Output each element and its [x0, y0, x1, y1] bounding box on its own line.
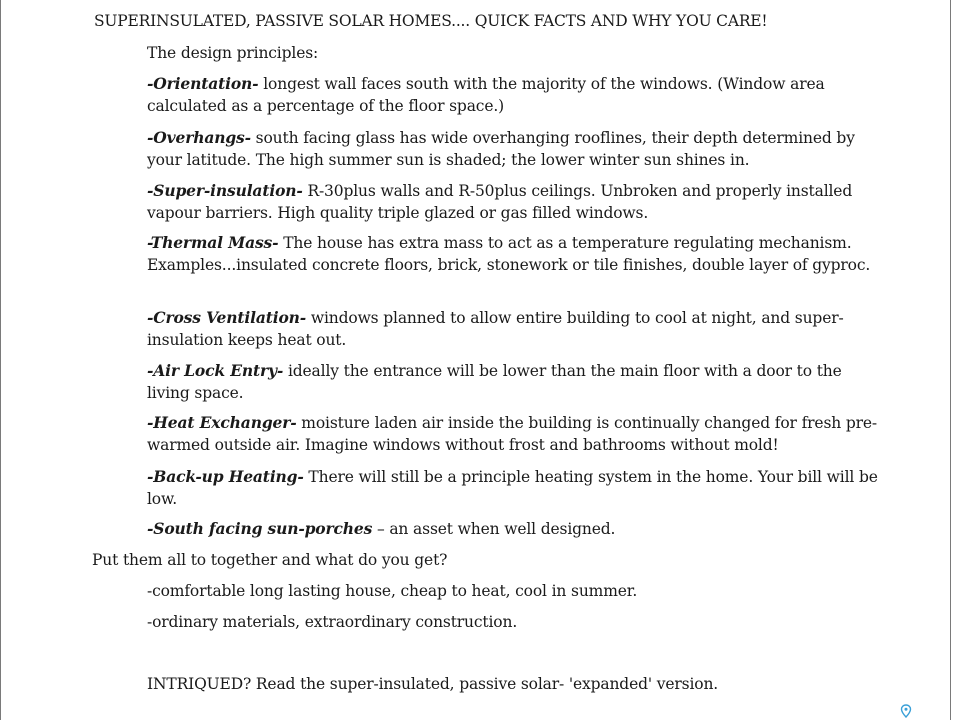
principle-term: -Orientation-: [147, 74, 259, 93]
benefit-item: -ordinary materials, extraordinary construction.: [147, 613, 518, 631]
closing-line: INTRIQUED? Read the super-insulated, passive solar- 'expanded' version.: [147, 675, 719, 693]
principle-text: south facing glass has wide overhanging rooflines, their depth determined by your latitude. The high summer sun is shaded; the lower winter sun shines in.: [147, 129, 855, 169]
principles-heading: The design principles:: [147, 44, 319, 62]
principle-text: – an asset when well designed.: [372, 520, 616, 538]
document-title: SUPERINSULATED, PASSIVE SOLAR HOMES.... QUICK FACTS AND WHY YOU CARE!: [94, 12, 768, 30]
principle-cross-ventilation: [147, 307, 887, 351]
map-pin-icon[interactable]: [900, 704, 912, 718]
principle-text: The house has extra mass to act as a temperature regulating mechanism. Examples...insulated concrete floors, brick, stonework or tile finishes, double layer of gyproc.: [147, 234, 871, 274]
principle-text: R-30plus walls and R-50plus ceilings. Unbroken and properly installed vapour barriers. High quality triple glazed or gas filled windows.: [147, 182, 853, 222]
principle-super-insulation: [147, 180, 887, 224]
principle-text: longest wall faces south with the majority of the windows. (Window area calculated as a percentage of the floor space.): [147, 75, 825, 115]
benefit-item: -comfortable long lasting house, cheap to heat, cool in summer.: [147, 582, 638, 600]
principle-term: -South facing sun-porches: [147, 519, 373, 538]
principle-term: -Heat Exchanger-: [147, 413, 297, 432]
principle-thermal-mass: [147, 232, 887, 276]
principle-back-up-heating: [147, 466, 887, 510]
principle-text: There will still be a principle heating system in the home. Your bill will be low.: [147, 468, 878, 508]
principle-orientation: [147, 73, 887, 117]
principle-overhangs: [147, 127, 887, 171]
principle-air-lock-entry: [147, 360, 887, 404]
principle-term: -Thermal Mass-: [147, 233, 279, 252]
principle-text: ideally the entrance will be lower than the main floor with a door to the living space.: [147, 362, 842, 402]
principle-term: -Air Lock Entry-: [147, 361, 284, 380]
principle-term: -Cross Ventilation-: [147, 308, 307, 327]
principle-text: moisture laden air inside the building is continually changed for fresh pre-warmed outside air. Imagine windows without frost and bathrooms without mold!: [147, 414, 877, 454]
principle-term: -Back-up Heating-: [147, 467, 304, 486]
principle-sun-porches: [147, 518, 887, 541]
principle-heat-exchanger: [147, 412, 887, 456]
principle-term: -Super-insulation-: [147, 181, 303, 200]
summary-question: Put them all to together and what do you get?: [92, 551, 448, 569]
principle-term: -Overhangs-: [147, 128, 251, 147]
principle-text: windows planned to allow entire building to cool at night, and super-insulation keeps heat out.: [147, 309, 844, 349]
